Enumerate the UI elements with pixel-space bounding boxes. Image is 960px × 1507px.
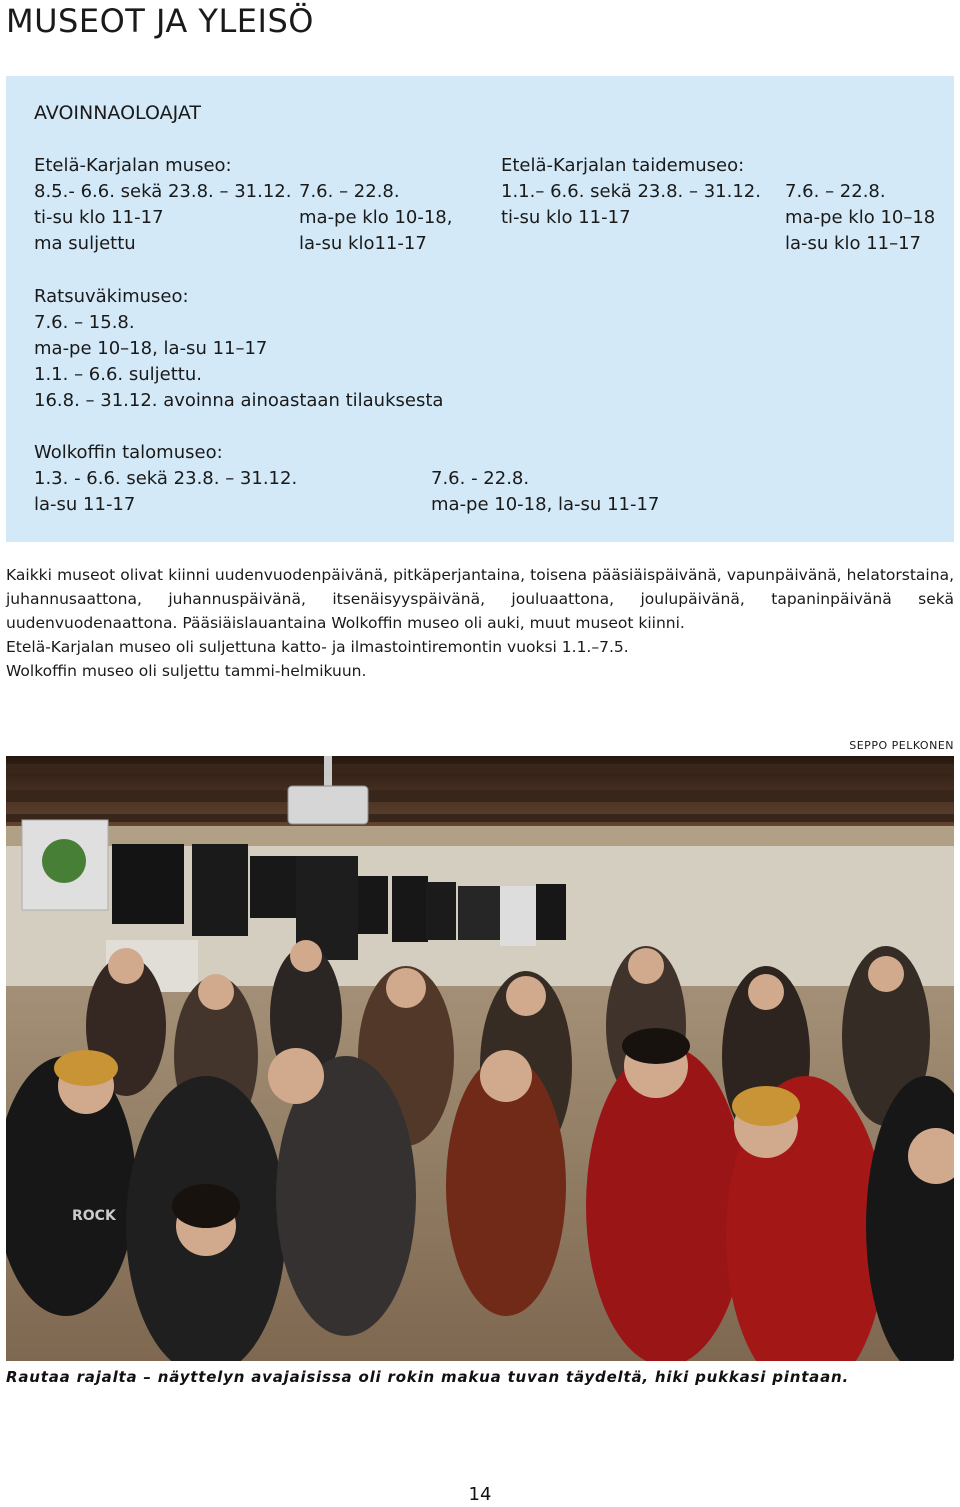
wolkoff-period1-hours: la-su 11-17 (34, 494, 136, 515)
page-number: 14 (468, 1484, 492, 1505)
ek-museum-period2-weekday-hours: ma-pe klo 10-18, (299, 207, 453, 228)
art-museum-name: Etelä-Karjalan taidemuseo: (501, 155, 745, 176)
cavalry-museum-line4: 16.8. – 31.12. avoinna ainoastaan tilauksesta (34, 390, 444, 411)
art-museum-period2-dates: 7.6. – 22.8. (785, 181, 886, 202)
photo-caption: Rautaa rajalta – näyttelyn avajaisissa oli rokin makua tuvan täydeltä, hiki pukkasi pintaan. (6, 1368, 849, 1386)
wolkoff-closure-note: Wolkoffin museo oli suljettu tammi-helmikuun. (6, 662, 367, 680)
closures-text (6, 563, 954, 683)
ek-museum-name: Etelä-Karjalan museo: (34, 155, 232, 176)
closures-paragraph: Kaikki museot olivat kiinni uudenvuodenpäivänä, pitkäperjantaina, toisena pääsiäispäivänä, vapunpäivänä, helatorstaina, juhannusaattona, juhannuspäivänä, itsenäisyyspäivänä, jouluaattona, joulupäivänä, tapaninpäivänä sekä uudenvuodenaattona. Pääsiäislauantaina Wolkoffin museo oli auki, muut museot kiinni. (6, 566, 954, 632)
wolkoff-museum-name: Wolkoffin talomuseo: (34, 442, 223, 463)
shirt-print-text: ROCK (72, 1208, 116, 1224)
ek-museum-closed-day: ma suljettu (34, 233, 136, 254)
ek-museum-period2-dates: 7.6. – 22.8. (299, 181, 400, 202)
ek-museum-period2-weekend-hours: la-su klo11-17 (299, 233, 427, 254)
ek-museum-period1-hours: ti-su klo 11-17 (34, 207, 164, 228)
wolkoff-period2-hours: ma-pe 10-18, la-su 11-17 (431, 494, 660, 515)
cavalry-museum-line2: ma-pe 10–18, la-su 11–17 (34, 338, 268, 359)
wolkoff-period1-dates: 1.3. - 6.6. sekä 23.8. – 31.12. (34, 468, 298, 489)
event-photo (6, 756, 954, 1361)
cavalry-museum-line3: 1.1. – 6.6. suljettu. (34, 364, 202, 385)
art-museum-period1-hours: ti-su klo 11-17 (501, 207, 631, 228)
ek-museum-period1-dates: 8.5.- 6.6. sekä 23.8. – 31.12. (34, 181, 292, 202)
photo-credit: SEPPO PELKONEN (849, 739, 954, 752)
opening-hours-heading: AVOINNAOLOAJAT (34, 102, 201, 124)
crowd-illustration (6, 756, 954, 1361)
cavalry-museum-name: Ratsuväkimuseo: (34, 286, 189, 307)
art-museum-period2-weekday-hours: ma-pe klo 10–18 (785, 207, 936, 228)
art-museum-period2-weekend-hours: la-su klo 11–17 (785, 233, 922, 254)
opening-hours-box (6, 76, 954, 542)
art-museum-period1-dates: 1.1.– 6.6. sekä 23.8. – 31.12. (501, 181, 761, 202)
page-title: MUSEOT JA YLEISÖ (6, 2, 314, 40)
renovation-note: Etelä-Karjalan museo oli suljettuna katto- ja ilmastointiremontin vuoksi 1.1.–7.5. (6, 638, 629, 656)
wolkoff-period2-dates: 7.6. - 22.8. (431, 468, 530, 489)
cavalry-museum-line1: 7.6. – 15.8. (34, 312, 135, 333)
